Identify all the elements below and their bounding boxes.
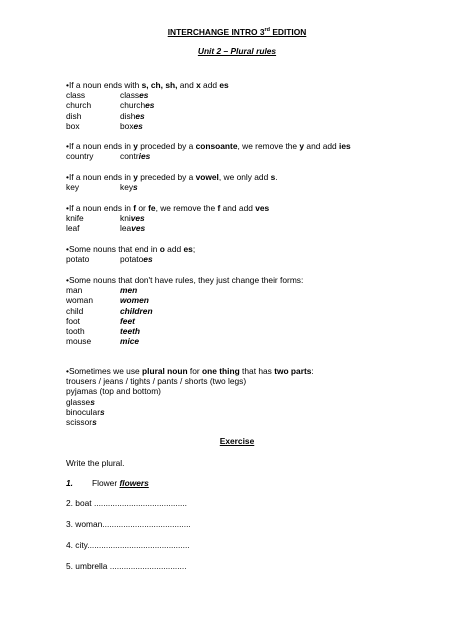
example-pair: leaf leaves [66,223,146,234]
rule-7 [66,366,314,427]
exercise-item-3: 3. woman...................................... [66,519,191,529]
rule-7-text: •Sometimes we use plural noun for one thing that has two parts: [66,366,314,376]
exercise-title: Exercise [219,436,255,446]
exercise-instruction: Write the plural. [66,458,125,468]
irregular-pair: child children [66,305,153,316]
irregular-pair: tooth teeth [66,326,141,337]
example-pair: potato potatoes [66,254,153,265]
rule-3-text: •If a noun ends in y preceded by a vowel, we only add s. [66,172,278,182]
example-line: pyjamas (top and bottom) [66,386,161,397]
exercise-item-2: 2. boat ........................................ [66,498,188,508]
exercise-item-4: 4. city............................................ [66,540,190,550]
rule-3 [66,172,278,192]
irregular-pair: man men [66,285,138,296]
example-pair: box boxes [66,120,143,131]
exercise-item-1: 1. Flower flowers [66,478,149,488]
rule-5-text: •Some nouns that end in o add es; [66,244,196,254]
rule-4 [66,203,269,234]
example-line: glasses [66,396,95,407]
irregular-pair: woman women [66,295,149,306]
example-pair: dish dishes [66,110,145,121]
example-pair: country contries [66,151,151,162]
example-line: scissors [66,417,97,428]
rule-2-text: •If a noun ends in y proceded by a consoante, we remove the y and add ies [66,141,351,151]
example-line: trousers / jeans / tights / pants / shorts (two legs) [66,376,247,387]
irregular-pair: mouse mice [66,336,140,347]
rule-6-text: •Some nouns that don't have rules, they just change their forms: [66,275,304,285]
example-pair: church churches [66,100,155,111]
irregular-pair: foot feet [66,315,135,326]
example-pair: key keys [66,182,138,193]
rule-5 [66,244,195,264]
rule-6 [66,275,303,346]
exercise-item-5: 5. umbrella ................................. [66,561,187,571]
page-title: INTERCHANGE INTRO 3rd EDITION [167,27,307,37]
unit-title: Unit 2 – Plural rules [197,46,277,56]
rule-1-text: •If a noun ends with s, ch, sh, and x add es [66,80,229,90]
example-pair: class classes [66,90,149,101]
rule-4-text: •If a noun ends in f or fe, we remove the f and add ves [66,203,270,213]
example-line: binoculars [66,406,105,417]
example-pair: knife knives [66,213,145,224]
rule-1 [66,80,229,131]
rule-2 [66,141,351,161]
